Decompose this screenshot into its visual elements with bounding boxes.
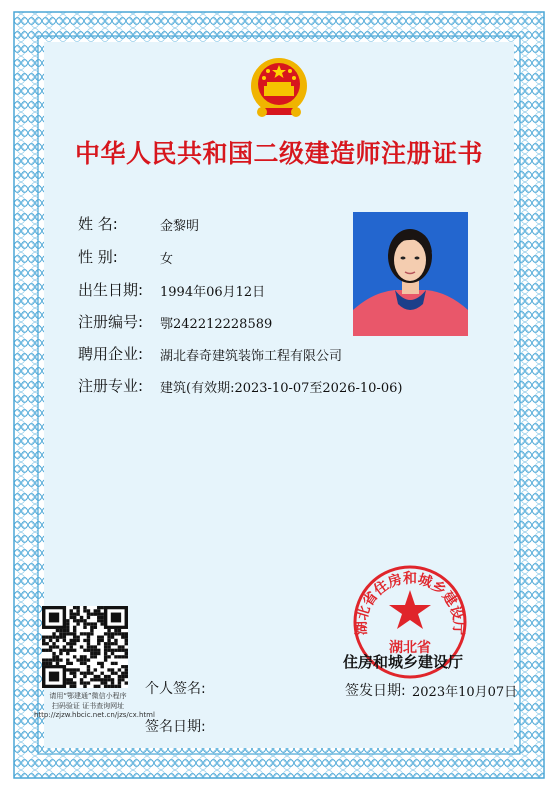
holder-photo (353, 212, 468, 336)
registration-number-label: 注册编号: (78, 313, 144, 331)
specialty-label: 注册专业: (78, 377, 144, 395)
employer-value: 湖北春奇建筑装饰工程有限公司 (160, 349, 343, 364)
qr-verify-url[interactable]: http://zjzw.hbcic.net.cn/jzs/cx.html (34, 711, 155, 719)
gender-value: 女 (160, 252, 174, 267)
name-value: 金黎明 (160, 219, 200, 234)
name-label: 姓 名: (78, 215, 118, 233)
certificate-title: 中华人民共和国二级建造师注册证书 (74, 139, 483, 168)
gender-label: 性 别: (78, 248, 118, 266)
employer-label: 聘用企业: (78, 345, 144, 363)
qr-instruction-line2: 扫码验证 证书查询网址 (51, 702, 125, 710)
qr-code[interactable] (42, 606, 128, 688)
seal-center-text: 湖北省 (389, 640, 431, 656)
seal-ring-text: 湖北省住房和城乡建设厅 (353, 570, 467, 636)
signature-date-label: 签名日期: (145, 719, 206, 735)
issue-date-value: 2023年10月07日 (412, 685, 518, 700)
issue-date-label: 签发日期: (345, 683, 406, 699)
specialty-value: 建筑(有效期:2023-10-07至2026-10-06) (160, 381, 403, 396)
birth-date-label: 出生日期: (78, 281, 144, 299)
national-emblem (244, 56, 314, 120)
qr-instruction-line1: 请用“鄂建通”微信小程序 (49, 692, 127, 700)
registration-number-value: 鄂242212228589 (160, 317, 273, 332)
birth-date-value: 1994年06月12日 (160, 285, 266, 300)
personal-signature-label: 个人签名: (145, 681, 206, 697)
issuing-authority: 住房和城乡建设厅 (343, 653, 464, 671)
